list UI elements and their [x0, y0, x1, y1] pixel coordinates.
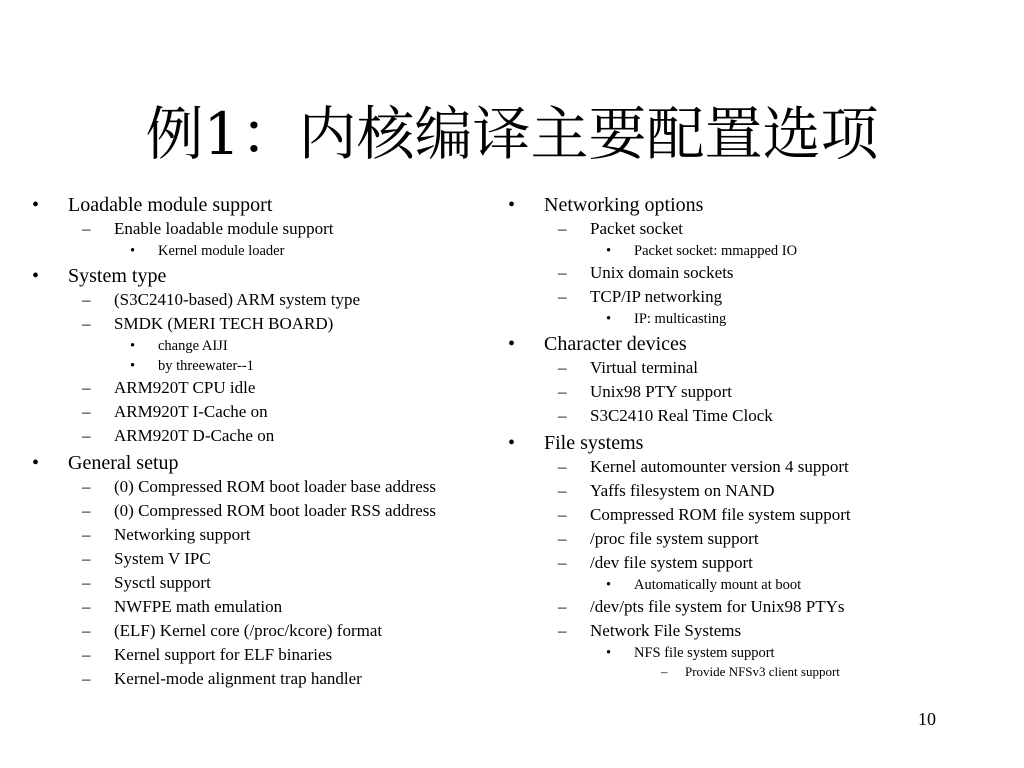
outline-item-level-2	[508, 217, 998, 241]
outline-item-level-4	[508, 663, 998, 681]
dash-marker: –	[558, 621, 567, 640]
dash-marker: –	[82, 290, 91, 309]
outline-item-text: IP: multicasting	[634, 311, 727, 327]
dash-marker: –	[82, 402, 91, 421]
outline-item-level-3	[508, 309, 998, 329]
outline-item-text: Kernel module loader	[158, 243, 285, 259]
dash-marker: –	[558, 263, 567, 282]
outline-item-text: by threewater--1	[158, 358, 254, 374]
dash-marker: –	[82, 525, 91, 544]
dash-marker: –	[558, 287, 567, 306]
outline-item-text: Packet socket: mmapped IO	[634, 243, 798, 259]
outline-item-level-2	[508, 595, 998, 619]
dash-marker: –	[82, 477, 91, 496]
outline-item-text: Unix98 PTY support	[590, 382, 732, 401]
outline-item-text: ARM920T CPU idle	[114, 378, 256, 397]
outline-item-text: TCP/IP networking	[590, 287, 723, 306]
outline-item-level-2	[32, 547, 502, 571]
outline-item-level-2	[508, 503, 998, 527]
outline-item-level-1	[32, 451, 502, 475]
outline-item-level-1	[32, 193, 502, 217]
dash-marker: –	[558, 481, 567, 500]
dash-marker: –	[82, 426, 91, 445]
outline-item-level-2	[32, 217, 502, 241]
dash-marker: –	[82, 573, 91, 592]
outline-item-level-2	[32, 475, 502, 499]
outline-item-text: ARM920T D-Cache on	[114, 426, 275, 445]
dash-marker: –	[82, 645, 91, 664]
outline-item-text: Compressed ROM file system support	[590, 505, 851, 524]
dash-marker: –	[558, 406, 567, 425]
outline-item-text: (S3C2410-based) ARM system type	[114, 290, 361, 309]
outline-item-level-1	[32, 264, 502, 288]
dash-marker: –	[82, 314, 91, 333]
outline-item-text: System type	[68, 265, 167, 287]
outline-item-text: change AIJI	[158, 338, 228, 354]
outline-item-text: Network File Systems	[590, 621, 742, 640]
outline-item-level-2	[32, 595, 502, 619]
dash-marker: –	[558, 457, 567, 476]
outline-item-text: (0) Compressed ROM boot loader RSS address	[114, 501, 437, 520]
dash-marker: –	[82, 501, 91, 520]
dash-marker: –	[558, 529, 567, 548]
outline-item-text: Networking support	[114, 525, 251, 544]
outline-item-text: Automatically mount at boot	[634, 577, 802, 593]
dash-marker: –	[558, 553, 567, 572]
outline-item-text: Sysctl support	[114, 573, 211, 592]
outline-item-level-2	[508, 455, 998, 479]
outline-item-text: Loadable module support	[68, 194, 273, 216]
outline-item-level-3	[32, 356, 502, 376]
outline-item-text: NWFPE math emulation	[114, 597, 283, 616]
bullet-marker: •	[508, 333, 516, 355]
outline-item-level-3	[508, 643, 998, 663]
outline-item-text: Virtual terminal	[590, 358, 699, 377]
outline-item-level-2	[508, 380, 998, 404]
outline-item-text: Kernel support for ELF binaries	[114, 645, 333, 664]
outline-item-text: File systems	[544, 432, 644, 454]
outline-item-text: Networking options	[544, 194, 704, 216]
outline-item-level-2	[32, 571, 502, 595]
dash-marker: –	[82, 378, 91, 397]
dash-marker: –	[82, 549, 91, 568]
outline-item-text: Packet socket	[590, 219, 683, 238]
outline-item-level-2	[508, 479, 998, 503]
outline-item-text: /proc file system support	[590, 529, 759, 548]
outline-item-text: /dev file system support	[590, 553, 753, 572]
outline-item-level-3	[508, 575, 998, 595]
outline-item-level-3	[32, 241, 502, 261]
dash-marker: –	[82, 621, 91, 640]
bullet-marker: •	[508, 432, 516, 454]
page-number: 10	[918, 709, 936, 729]
outline-item-text: System V IPC	[114, 549, 211, 568]
outline-item-level-2	[32, 400, 502, 424]
outline-item-level-2	[32, 643, 502, 667]
outline-item-text: Provide NFSv3 client support	[685, 664, 840, 679]
bullet-marker: •	[606, 311, 612, 327]
outline-item-text: Yaffs filesystem on NAND	[590, 481, 775, 500]
dash-marker: –	[558, 358, 567, 377]
outline-item-level-2	[508, 404, 998, 428]
dash-marker: –	[82, 669, 91, 688]
bullet-marker: •	[130, 243, 136, 259]
bullet-marker: •	[130, 358, 136, 374]
outline-item-text: (0) Compressed ROM boot loader base address	[114, 477, 436, 496]
outline-item-level-2	[32, 376, 502, 400]
outline-item-level-2	[32, 288, 502, 312]
outline-item-text: Kernel-mode alignment trap handler	[114, 669, 362, 688]
slide-title: 例1：内核编译主要配置选项	[145, 100, 879, 168]
dash-marker: –	[558, 597, 567, 616]
bullet-marker: •	[508, 194, 516, 216]
outline-item-text: ARM920T I-Cache on	[114, 402, 268, 421]
bullet-marker: •	[32, 194, 40, 216]
outline-item-level-2	[508, 285, 998, 309]
outline-item-text: SMDK (MERI TECH BOARD)	[114, 314, 334, 333]
dash-marker: –	[82, 597, 91, 616]
outline-item-level-3	[508, 241, 998, 261]
outline-item-level-2	[508, 527, 998, 551]
outline-item-level-2	[32, 523, 502, 547]
outline-item-level-1	[508, 431, 998, 455]
outline-item-level-2	[32, 619, 502, 643]
outline-item-level-2	[32, 499, 502, 523]
outline-item-text: /dev/pts file system for Unix98 PTYs	[590, 597, 845, 616]
outline-item-level-2	[32, 312, 502, 336]
outline-item-level-2	[508, 619, 998, 643]
outline-item-text: NFS file system support	[634, 645, 775, 661]
dash-marker: –	[661, 664, 668, 679]
bullet-marker: •	[32, 452, 40, 474]
outline-item-text: S3C2410 Real Time Clock	[590, 406, 773, 425]
right-column	[508, 190, 998, 681]
bullet-marker: •	[130, 338, 136, 354]
outline-item-level-2	[32, 667, 502, 691]
outline-item-text: Unix domain sockets	[590, 263, 734, 282]
outline-item-level-2	[508, 356, 998, 380]
dash-marker: –	[558, 505, 567, 524]
bullet-marker: •	[606, 577, 612, 593]
bullet-marker: •	[606, 645, 612, 661]
outline-item-text: Character devices	[544, 333, 687, 355]
dash-marker: –	[558, 382, 567, 401]
outline-item-level-2	[32, 424, 502, 448]
outline-item-level-3	[32, 336, 502, 356]
dash-marker: –	[558, 219, 567, 238]
left-column	[32, 190, 502, 691]
outline-item-level-1	[508, 332, 998, 356]
dash-marker: –	[82, 219, 91, 238]
outline-item-text: Kernel automounter version 4 support	[590, 457, 849, 476]
outline-item-level-2	[508, 551, 998, 575]
outline-item-text: (ELF) Kernel core (/proc/kcore) format	[114, 621, 383, 640]
outline-item-level-1	[508, 193, 998, 217]
bullet-marker: •	[606, 243, 612, 259]
bullet-marker: •	[32, 265, 40, 287]
outline-item-level-2	[508, 261, 998, 285]
outline-item-text: Enable loadable module support	[114, 219, 334, 238]
outline-item-text: General setup	[68, 452, 179, 474]
